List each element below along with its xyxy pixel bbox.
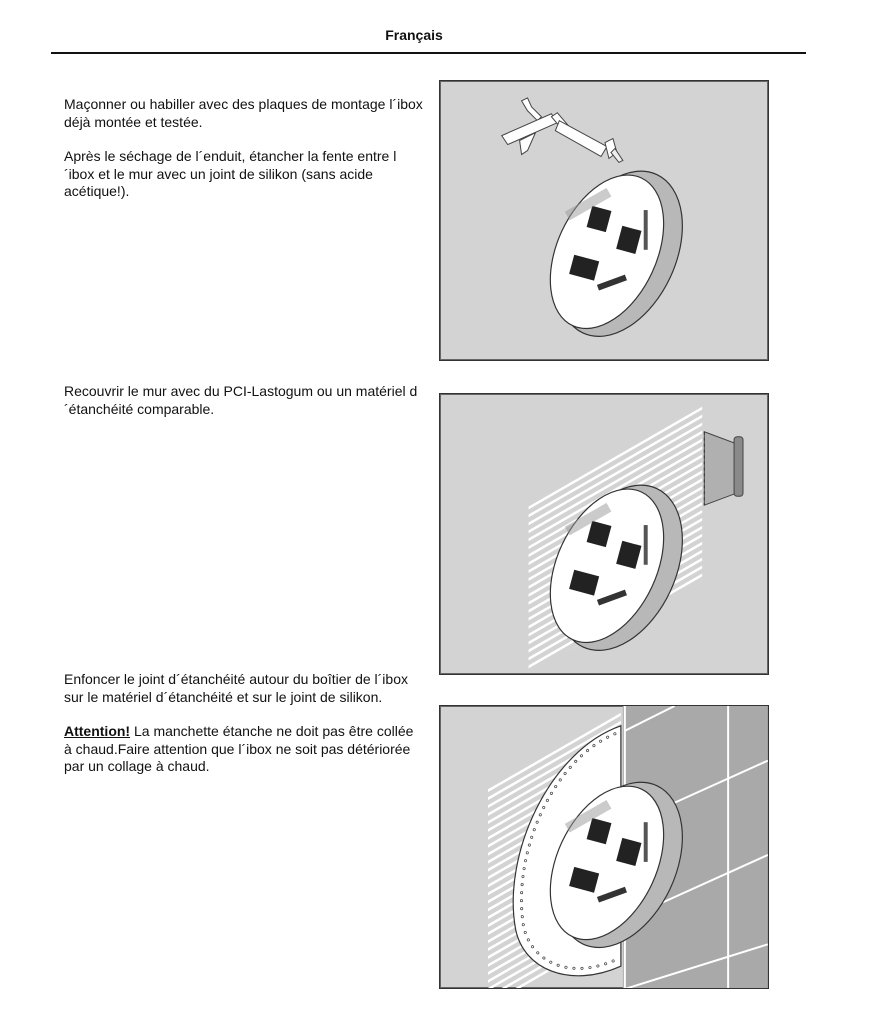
illustration-sealing-collar [439, 705, 769, 989]
header-divider [51, 52, 806, 54]
step-1-paragraph-2: Après le séchage de l´enduit, étancher la fente entre l´ibox et le mur avec un joint de silikon (sans acide acétique!). [64, 148, 397, 199]
ibox-icon [528, 465, 708, 670]
coating-illustration-svg [440, 394, 768, 674]
ibox-icon [528, 151, 708, 356]
step-3-paragraph-1: Enfoncer le joint d´étanchéité autour du boîtier de l´ibox sur le matériel d´étanchéité et sur le joint de silikon. [64, 671, 408, 705]
attention-text: La manchette étanche ne doit pas être collée à chaud.Faire attention que l´ibox ne soit pas détériorée par un collage à chaud. [64, 723, 414, 774]
step-3-attention [64, 723, 424, 776]
attention-label: Attention! [64, 723, 131, 739]
step-3-text [64, 671, 424, 793]
sealing-collar-illustration-svg [440, 706, 768, 988]
step-2-paragraph-1: Recouvrir le mur avec du PCI-Lastogum ou un matériel d´étanchéité comparable. [64, 383, 418, 417]
language-title: Français [385, 27, 443, 43]
caulking-illustration-svg [440, 81, 768, 360]
illustration-coating [439, 393, 769, 675]
step-1-paragraph-1: Maçonner ou habiller avec des plaques de montage l´ibox déjà montée et testée. [64, 96, 423, 130]
step-2-text [64, 383, 424, 435]
applicator-tool-icon [704, 432, 743, 505]
illustration-caulking [439, 80, 769, 361]
caulking-gun-icon [502, 98, 623, 163]
step-1-text [64, 96, 424, 218]
